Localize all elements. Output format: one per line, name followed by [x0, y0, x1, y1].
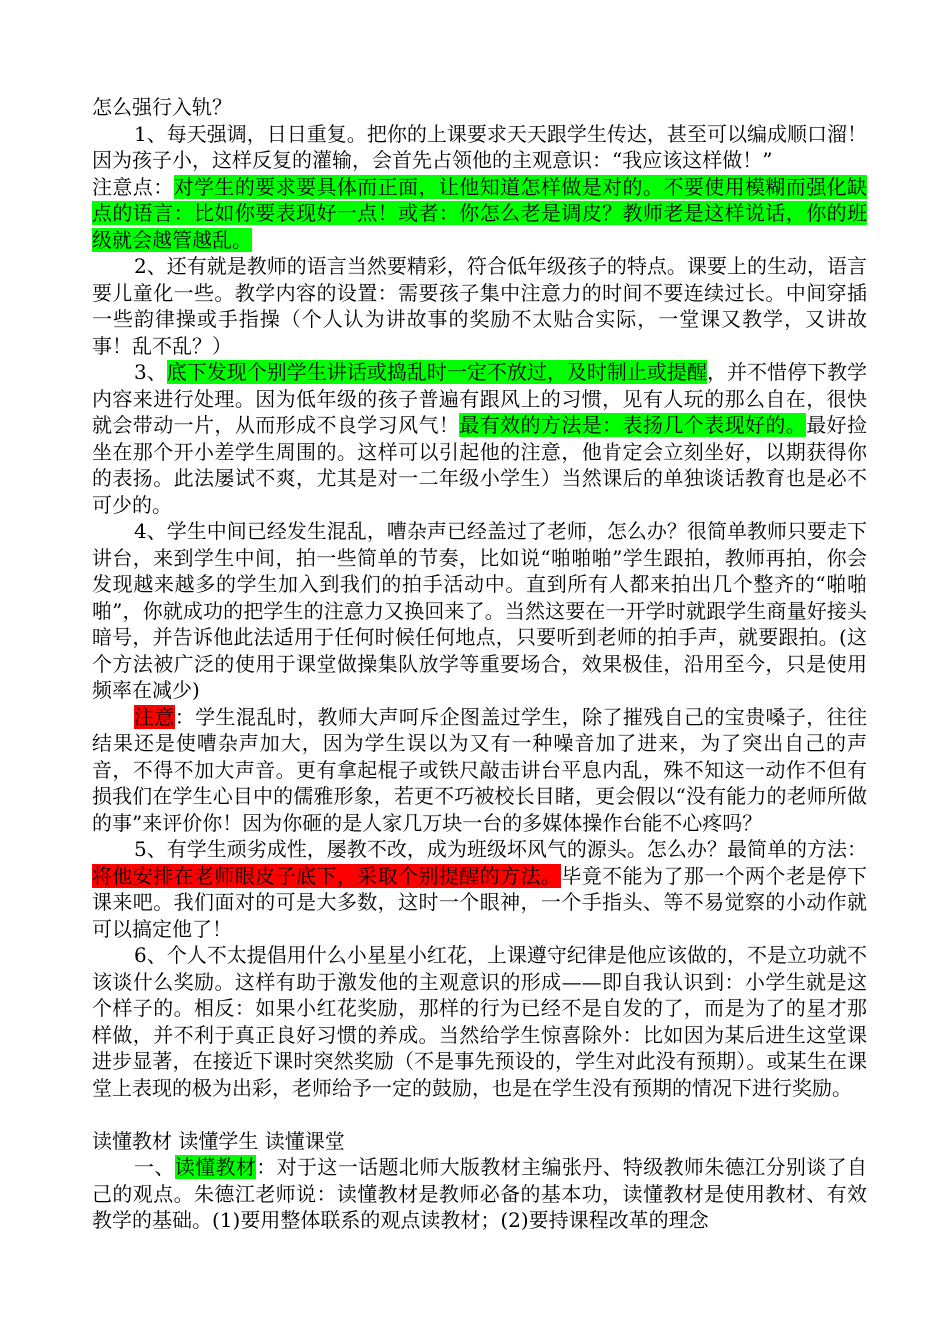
note-label: 注意点：	[92, 174, 174, 199]
paragraph-text: ：对于这一话题北师大版教材主编张丹、特级教师朱德江分别谈了自己的观点。朱德江老师说：读懂教材是教师必备的基本功，读懂教材是使用教材、有效教学的基础。(1)要用整体联系的观点读教材；(2)要持课程改革的理念	[92, 1155, 868, 1232]
paragraph-3	[92, 359, 867, 518]
paragraph-4: 4、学生中间已经发生混乱，嘈杂声已经盖过了老师，怎么办？很简单教师只要走下讲台，来到学生中间，拍一些简单的节奏，比如说“啪啪啪”学生跟拍，教师再拍，你会发现越来越多的学生加入到我们的拍手活动中。直到所有人都来拍出几个整齐的“啪啪啪”，你就成功的把学生的注意力又换回来了。当然这要在一开学时就跟学生商量好接头暗号，并告诉他此法适用于任何时候任何地点，只要听到老师的拍手声，就要跟拍。(这个方法被广泛的使用于课堂做操集队放学等重要场合，效果极佳，沿用至今，只是使用频率在减少)	[92, 519, 867, 702]
paragraph-text: 最好捡坐在那个开小差学生周围的。这样可以引起他的注意，他肯定会立刻坐好，以期获得你的表扬。此法屡试不爽，尤其是对一二年级小学生）当然课后的单独谈话教育也是必不可少的。	[92, 413, 868, 517]
blank-line	[92, 1101, 867, 1128]
section-heading-intro: 怎么强行入轨？	[92, 95, 232, 119]
paragraph-6: 6、个人不太提倡用什么小星星小红花，上课遵守纪律是他应该做的，不是立功就不该谈什么奖励。这样有助于激发他的主观意识的形成——即自我认识到：小学生就是这个样子的。相反：如果小红花奖励，那样的行为已经不是自发的了，而是为了的星才那样做，并不利于真正良好习惯的养成。当然给学生惊喜除外：比如因为某后进生这堂课进步显著，在接近下课时突然奖励（不是事先预设的，学生对此没有预期）。或某生在课堂上表现的极为出彩，老师给予一定的鼓励，也是在学生没有预期的情况下进行奖励。	[92, 943, 867, 1100]
paragraph-2: 2、还有就是教师的语言当然要精彩，符合低年级孩子的特点。课要上的生动，语言要儿童化一些。教学内容的设置：需要孩子集中注意力的时间不要连续过长。中间穿插一些韵律操或手指操（个人认为讲故事的奖励不太贴合实际，一堂课又教学，又讲故事！乱不乱？）	[92, 254, 867, 358]
paragraph-text: 5、有学生顽劣成性，屡教不改，成为班级坏风气的源头。怎么办？最简单的方法：	[134, 837, 867, 861]
note-paragraph-1	[92, 174, 867, 254]
paragraph-text: 毕竟不能为了那一个两个老是停下课来吧。我们面对的可是大多数，这时一个眼神，一个手指头、等不易觉察的小动作就可以搞定他了！	[92, 863, 868, 941]
item-number: 3、	[134, 360, 167, 384]
document-body	[92, 94, 867, 1234]
red-highlight-text: 将他安排在老师眼皮子底下，采取个别提醒的方法。	[92, 863, 562, 888]
green-highlight-text: 最有效的方法是：表扬几个表现好的。	[459, 413, 807, 437]
paragraph-text: ：学生混乱时，教师大声呵斥企图盖过学生，除了摧残自己的宝贵嗓子，往往结果还是使嘈杂声加大，因为学生误以为又有一种噪音加了进来，为了突出自己的声音，不得不加大声音。更有拿起棍子或铁尺敲击讲台平息内乱，殊不知这一动作不但有损我们在学生心目中的儒雅形象，若更不巧被校长目睹，更会假以“没有能力的老师所做的事”来评价你！因为你砸的是人家几万块一台的多媒体操作台能不心疼吗？	[92, 704, 868, 835]
green-highlight-text: 读懂教材	[174, 1155, 257, 1179]
section-heading-2: 读懂教材 读懂学生 读懂课堂	[92, 1128, 345, 1153]
paragraph-text: ，并不惜停下教学内容来进行处理。因为低年级的孩子普遍有跟风上的习惯，见有人玩的那么自在，很快就会带动一片，从而形成不良学习风气！	[92, 360, 868, 437]
red-highlight-label: 注意	[134, 704, 175, 729]
paragraph-1: 1、每天强调，日日重复。把你的上课要求天天跟学生传达，甚至可以编成顺口溜！因为孩子小，这样反复的灌输，会首先占领他的主观意识：“我应该这样做！”	[92, 121, 867, 172]
note-paragraph-2	[92, 704, 867, 837]
green-highlight-text: 底下发现个别学生讲话或捣乱时一定不放过，及时制止或提醒	[166, 360, 707, 384]
paragraph-7	[92, 1154, 867, 1234]
green-highlight-text: 对学生的要求要具体而正面，让他知道怎样做是对的。不要使用模糊而强化缺点的语言：比如你要表现好一点！或者：你怎么老是调皮？教师老是这样说话，你的班级就会越管越乱。	[92, 174, 868, 252]
item-number: 一、	[134, 1155, 175, 1179]
paragraph-5	[92, 836, 867, 942]
